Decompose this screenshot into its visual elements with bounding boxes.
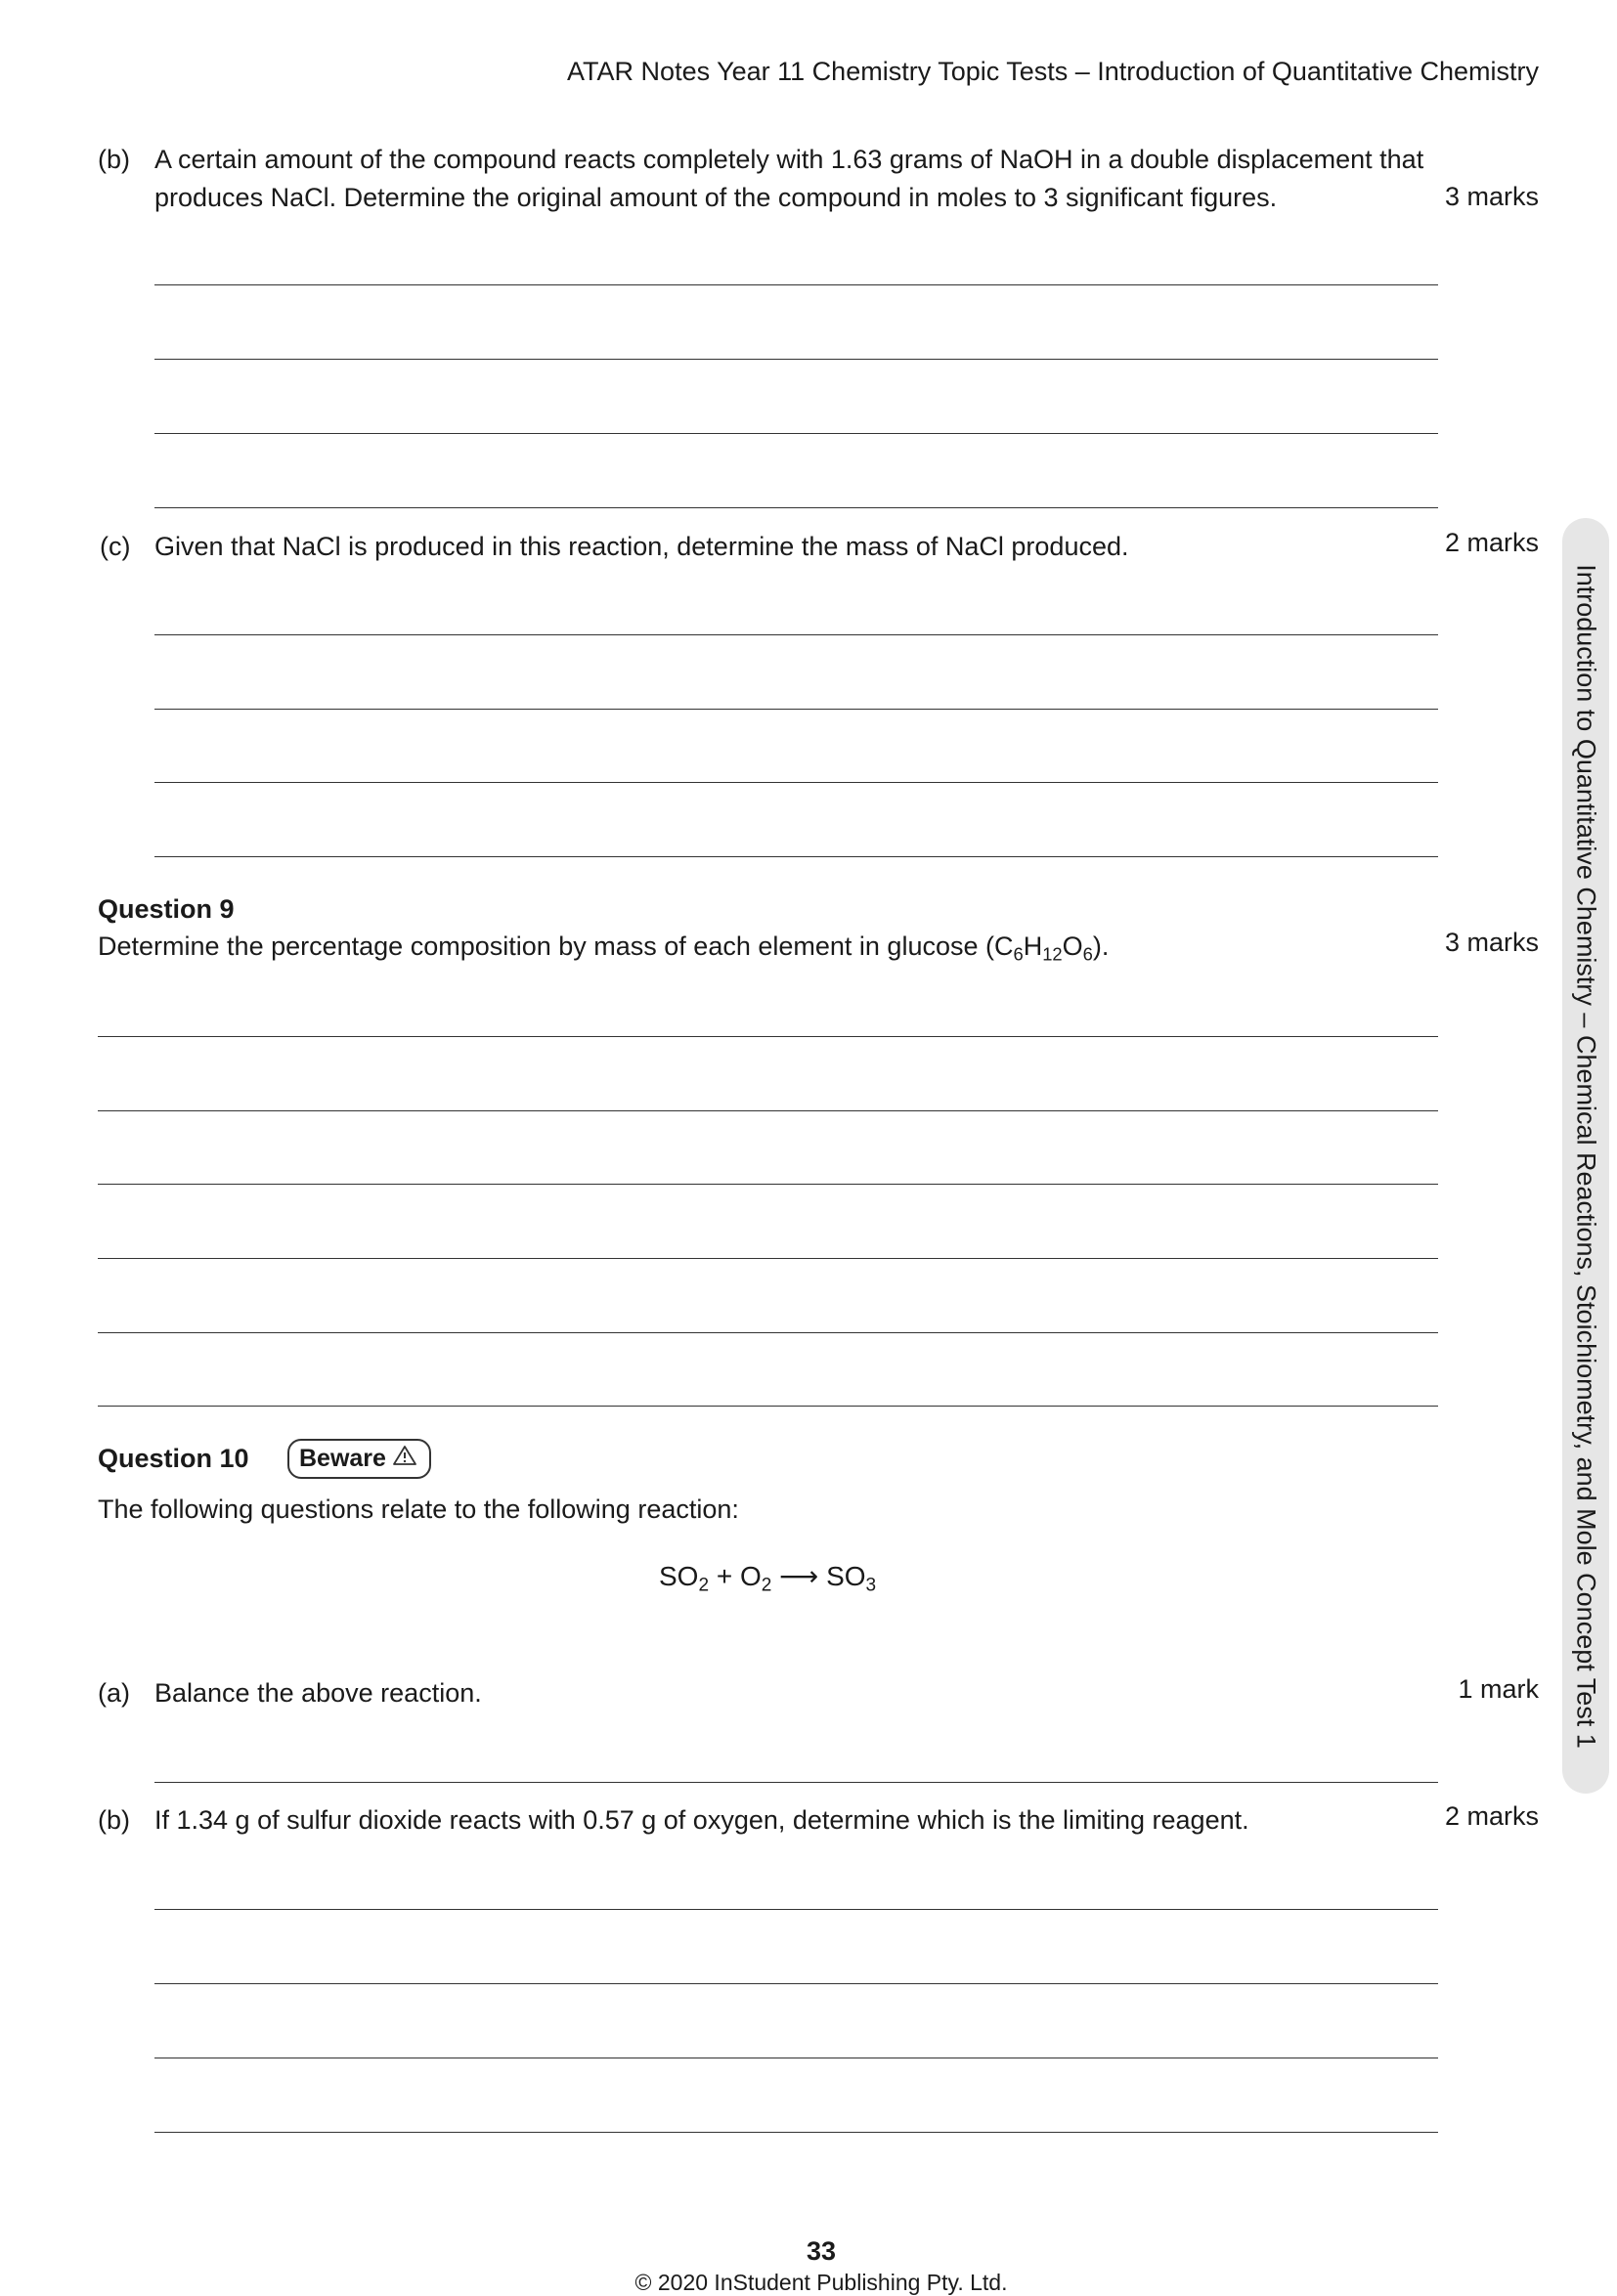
side-section-tab <box>1562 518 1609 1794</box>
answer-line[interactable] <box>98 1406 1438 1407</box>
answer-line[interactable] <box>98 1258 1438 1259</box>
answer-line[interactable] <box>154 433 1438 434</box>
copyright-notice: © 2020 InStudent Publishing Pty. Ltd. <box>634 2270 1008 2295</box>
question-10b-text: If 1.34 g of sulfur dioxide reacts with 0.57 g of oxygen, determine which is the limiting reagent. <box>154 1805 1249 1835</box>
answer-line[interactable] <box>98 1332 1438 1333</box>
reaction-equation: $SO_2 + O_2$ ⟶ $SO_3$ <box>659 1561 877 1596</box>
answer-line[interactable] <box>98 1036 1438 1037</box>
answer-line[interactable] <box>154 782 1438 783</box>
question-10a-text: Balance the above reaction. <box>154 1678 482 1708</box>
marks-10b: 2 marks <box>1444 1801 1539 1831</box>
answer-line[interactable] <box>154 2132 1438 2133</box>
marks-8c: 2 marks <box>1444 528 1539 557</box>
part-label-8c: (c) <box>100 532 131 561</box>
question-10-title: Question 10 <box>98 1444 249 1473</box>
question-8b-text-line1: A certain amount of the compound reacts completely with 1.63 grams of NaOH in a double displacement that <box>154 145 1424 174</box>
answer-line[interactable] <box>98 1184 1438 1185</box>
side-tab-label: Introduction to Quantitative Chemistry – Chemical Reactions, Stoichiometry, and Mole Concept Test 1 <box>1571 563 1601 1749</box>
answer-line[interactable] <box>98 1110 1438 1111</box>
part-label-8b: (b) <box>98 145 130 174</box>
beware-badge: Beware <box>287 1439 431 1479</box>
answer-line[interactable] <box>154 1909 1438 1910</box>
part-label-10b: (b) <box>98 1805 130 1835</box>
answer-line[interactable] <box>154 359 1438 360</box>
marks-9: 3 marks <box>1444 928 1539 957</box>
reaction-arrow-icon: ⟶ <box>779 1561 819 1591</box>
question-8c-text: Given that NaCl is produced in this reaction, determine the mass of NaCl produced. <box>154 532 1129 561</box>
running-header: ATAR Notes Year 11 Chemistry Topic Tests – Introduction of Quantitative Chemistry <box>567 57 1539 86</box>
answer-line[interactable] <box>154 1983 1438 1984</box>
marks-10a: 1 mark <box>1458 1674 1539 1704</box>
answer-line[interactable] <box>154 507 1438 508</box>
answer-line[interactable] <box>154 634 1438 635</box>
answer-line[interactable] <box>154 284 1438 285</box>
page-number: 33 <box>806 2236 837 2266</box>
glucose-formula: $C_6H_{12}O_6$ <box>994 931 1093 965</box>
question-9-title: Question 9 <box>98 894 235 924</box>
warning-triangle-icon <box>392 1445 417 1473</box>
marks-8b: 3 marks <box>1444 182 1539 211</box>
answer-line[interactable] <box>154 1782 1438 1783</box>
answer-line[interactable] <box>154 856 1438 857</box>
question-8b-text-line2: produces NaCl. Determine the original amount of the compound in moles to 3 significant figures. <box>154 183 1278 212</box>
part-label-10a: (a) <box>98 1678 130 1708</box>
question-10-intro: The following questions relate to the following reaction: <box>98 1495 739 1524</box>
answer-line[interactable] <box>154 709 1438 710</box>
question-9-text: Determine the percentage composition by mass of each element in glucose $(C_6H_{12}O_6)$. <box>98 931 1110 965</box>
